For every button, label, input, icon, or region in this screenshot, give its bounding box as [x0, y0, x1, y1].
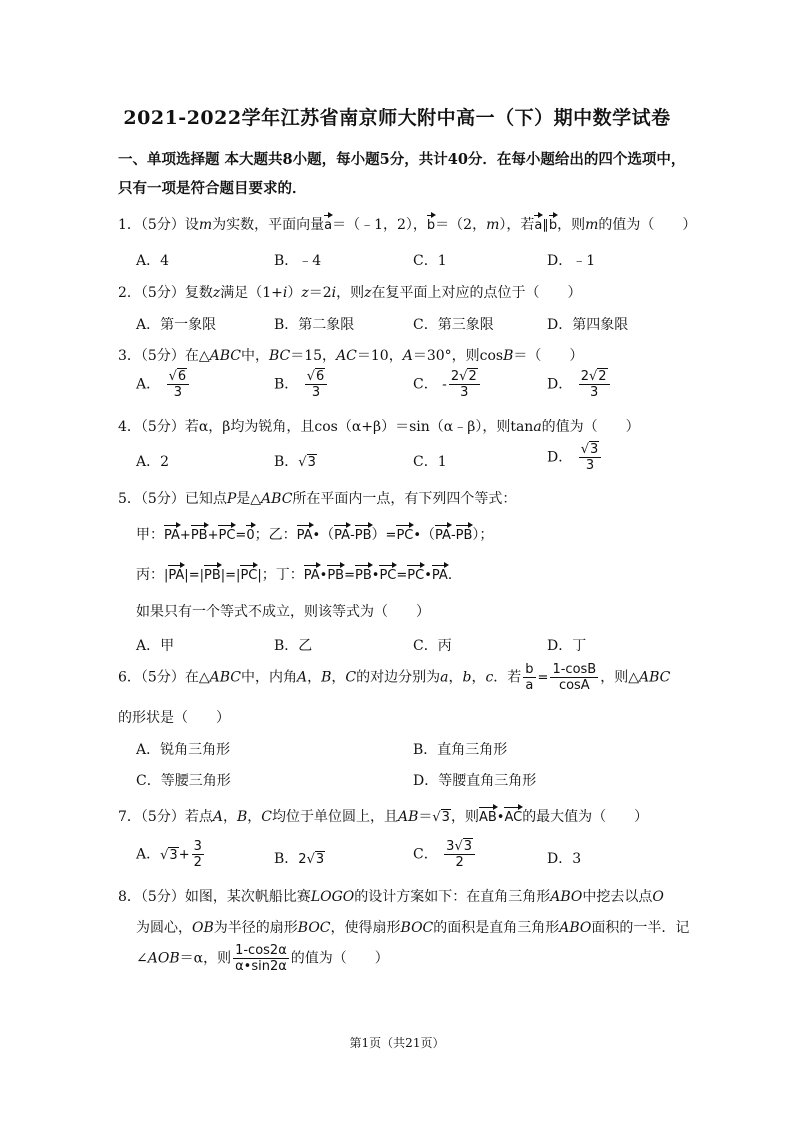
paren: （ [421, 527, 436, 543]
label-ding: ；丁： [261, 567, 304, 583]
vector-pa: PA [168, 564, 184, 583]
q4-text: 的值为（ ） [541, 419, 640, 435]
q6-var: B [321, 669, 332, 686]
q6-option-a: A．锐角三角形 [136, 742, 231, 758]
denominator: 3 [311, 385, 321, 400]
q7-option-b [274, 848, 325, 868]
numerator: 1-cos2α [235, 943, 287, 958]
q8-logo: LOGO [310, 889, 355, 905]
q8-text: 为半径的扇形 [213, 920, 298, 936]
option-letter: B． [274, 376, 299, 393]
denominator: 3 [585, 458, 595, 473]
q2-text: ，则 [336, 285, 365, 301]
q1-text: ，则 [557, 217, 586, 233]
radicand: 3 [307, 455, 316, 470]
sqrt: √6 [306, 369, 325, 384]
sqrt: √2 [459, 369, 477, 384]
minus-sign: - [442, 377, 447, 393]
q8-side: OB [192, 920, 214, 936]
op: - [450, 528, 456, 543]
option-letter: A． [136, 376, 161, 393]
q3-option-d [547, 369, 612, 400]
question-7 [118, 806, 648, 826]
q6-triangle: ABC [209, 669, 241, 686]
q3-text: 中， [240, 348, 269, 364]
question-1 [118, 214, 696, 234]
sqrt: √3 [454, 839, 473, 854]
fraction [523, 662, 535, 693]
sqrt: √3 [580, 442, 599, 457]
q2-var-z: z [364, 285, 372, 301]
q7-option-a [136, 839, 206, 870]
question-6 [118, 662, 670, 693]
vector-pb: PB [355, 524, 372, 543]
vector-pb: PB [456, 524, 473, 543]
q8-text: 的面积是直角三角形 [433, 920, 560, 936]
vector-pb: PB [204, 564, 221, 583]
sqrt: √3 [160, 847, 178, 863]
punct: ， [222, 809, 237, 825]
coefficient: 3 [446, 839, 455, 854]
op: = [344, 568, 355, 583]
numerator: 3 [193, 839, 202, 854]
vector-pc: PC [407, 564, 424, 583]
parallel-symbol: ∥ [542, 218, 549, 233]
vector-a: a [324, 214, 332, 233]
denominator: 3 [460, 385, 469, 400]
q7-var: A [212, 809, 223, 825]
q5-question: 如果只有一个等式不成立，则该等式为（ ） [136, 604, 430, 620]
abs-bar: | [257, 568, 262, 583]
q8-sector: BOC [400, 920, 434, 936]
op: + [207, 528, 219, 543]
paren: ） [371, 527, 386, 543]
q3-triangle: ABC [209, 348, 241, 364]
q3-angle-b: B [503, 348, 514, 364]
q7-text: ，则 [450, 809, 479, 825]
q3-text: ＝10， [356, 348, 403, 364]
radicand: 2 [598, 369, 607, 384]
q1-text: ＝（2， [435, 217, 487, 233]
q5-option-b: B．乙 [274, 638, 313, 654]
q5-option-d: D．丁 [547, 638, 587, 654]
vector-ac: AC [504, 806, 522, 825]
paren: （ [320, 527, 335, 543]
q1-text: ），若 [499, 217, 535, 233]
op: = [396, 568, 408, 583]
q3-option-c [413, 369, 482, 400]
q8-angle: AOB [147, 950, 180, 967]
q8-text: 的值为（ ） [290, 950, 389, 967]
vector-b: b [549, 214, 557, 233]
vector-pb: PB [191, 524, 208, 543]
radicand: 3 [315, 852, 325, 867]
question-4 [118, 416, 640, 436]
q3-text: ＝（ ） [513, 348, 584, 364]
vector-zero: 0 [246, 524, 254, 543]
q1-option-c: C．1 [413, 253, 447, 269]
question-2 [118, 282, 582, 302]
denominator: 3 [589, 385, 599, 400]
q4-text: 4．（5分）若α，β均为锐角，且cos（α+β）＝sin（α﹣β），则tan [118, 419, 534, 435]
q3-text: ＝30°，则cos [412, 348, 504, 364]
punct: ， [471, 669, 486, 686]
q2-text: 满足（1+ [220, 285, 283, 301]
q2-option-a: A．第一象限 [136, 317, 217, 333]
op: = [188, 568, 200, 583]
paren: ） [472, 527, 480, 543]
q8-text: 面积的一半．记 [591, 920, 690, 936]
question-5 [118, 488, 516, 508]
q5-number: 5．（5分）已知点 [118, 491, 227, 507]
op: • [319, 568, 328, 583]
vector-pa: PA [164, 524, 180, 543]
q4-option-d [547, 442, 603, 473]
denominator: a [525, 678, 534, 693]
q8-sector: BOC [297, 920, 331, 936]
vector-pc: PC [396, 524, 413, 543]
option-letter: C． [413, 846, 438, 863]
q1-text: ＝（﹣1，2）， [332, 217, 427, 233]
q8-text: 中挖去以点 [582, 889, 653, 905]
angle-symbol: ∠ [136, 950, 148, 967]
q4-option-b [274, 451, 317, 471]
q6-text: ．若 [493, 669, 522, 686]
q5-triangle: ABC [261, 491, 293, 507]
q3-text: ＝15， [290, 348, 337, 364]
vector-pb: PB [327, 564, 344, 583]
op: = [385, 528, 397, 543]
radicand: 3 [441, 810, 450, 825]
option-letter: C． [413, 376, 438, 393]
q1-var-m: m [585, 217, 599, 233]
vector-pa: PA [297, 524, 313, 543]
q5-point-p: P [226, 491, 237, 507]
q5-equation-jia-yi [136, 524, 493, 544]
op: • [424, 568, 432, 583]
denominator: 2 [455, 855, 464, 870]
q5-option-c: C．丙 [413, 638, 452, 654]
q8-line3 [136, 943, 389, 974]
label-yi: ；乙： [254, 527, 297, 543]
fraction [192, 839, 204, 870]
fraction [233, 943, 289, 974]
op: + [179, 528, 191, 543]
q2-text: ＝2 [308, 285, 332, 301]
q1-option-b: B．﹣4 [274, 253, 322, 269]
q3-option-a [136, 369, 191, 400]
abs-bar: | [220, 568, 226, 583]
q7-side: AB [397, 809, 419, 825]
q2-var-i: i [282, 285, 288, 301]
denominator: 2 [193, 855, 202, 870]
label-jia: 甲： [136, 527, 164, 543]
question-3 [118, 345, 583, 365]
fraction [449, 369, 480, 400]
page-title: 2021-2022学年江苏省南京师大附中高一（下）期中数学试卷 [123, 107, 671, 129]
option-letter: D． [547, 376, 573, 393]
abs-bar: | [184, 568, 189, 583]
q2-var-z: z [212, 285, 221, 301]
q8-text: 为圆心， [136, 920, 192, 936]
op: - [350, 528, 355, 543]
q6-var: c [485, 669, 494, 686]
vector-pc: PC [240, 564, 257, 583]
q5-text: 所在平面内一点，有下列四个等式： [292, 491, 517, 507]
q7-var: B [236, 809, 248, 825]
op: • [371, 568, 380, 583]
q6-option-d: D．等腰直角三角形 [413, 773, 537, 789]
vector-pa: PA [334, 524, 350, 543]
q1-text: 为实数，平面向量 [212, 217, 325, 233]
denominator: cosA [558, 678, 590, 693]
vector-b: b [427, 214, 435, 233]
q6-text: 中，内角 [240, 669, 297, 686]
q1-text: 的值为（ ） [598, 217, 697, 233]
option-letter: A． [136, 846, 161, 863]
fraction [579, 369, 610, 400]
question-8 [118, 886, 664, 906]
q7-option-c [413, 839, 477, 870]
punct: ； [479, 527, 494, 543]
q4-var-a: a [533, 419, 542, 435]
label-bing: 丙： [136, 567, 164, 583]
q2-number: 2．（5分）复数 [118, 285, 213, 301]
sqrt: √3 [432, 810, 450, 825]
q2-option-d: D．第四象限 [547, 317, 629, 333]
op: = [225, 568, 237, 583]
q8-line2 [136, 917, 689, 937]
q6-text: 的对边分别为 [356, 669, 441, 686]
q4-option-c: C．1 [413, 454, 447, 470]
sqrt: √2 [588, 369, 607, 384]
punct: ， [448, 669, 463, 686]
q3-angle-a: A [402, 348, 413, 364]
q7-option-d: D．3 [547, 851, 582, 867]
q6-triangle: ABC [639, 669, 671, 686]
q1-var-m: m [198, 217, 213, 233]
radicand: 2 [468, 369, 477, 384]
q6-var: C [345, 669, 357, 686]
option-letter: B． [274, 851, 299, 867]
section-heading-line1: 一、单项选择题 本大题共8小题，每小题5分，共计40分．在每小题给出的四个选项中， [118, 151, 686, 168]
q8-text: ，使得扇形 [330, 920, 401, 936]
vector-pb: PB [355, 564, 372, 583]
fraction [305, 369, 328, 400]
q6-number: 6．（5分）在△ [118, 669, 210, 686]
q8-point: O [652, 889, 664, 905]
vector-pc: PC [379, 564, 396, 583]
q8-triangle: ABO [559, 920, 592, 936]
coefficient: 2 [450, 369, 460, 384]
fraction [444, 839, 475, 870]
q6-var: b [462, 669, 472, 686]
q7-number: 7．（5分）若点 [118, 809, 213, 825]
abs-bar: | [236, 568, 241, 583]
q8-text: 的设计方案如下：在直角三角形 [354, 889, 551, 905]
punct: ， [331, 669, 346, 686]
option-letter: B． [274, 454, 299, 470]
q3-number: 3．（5分）在△ [118, 348, 210, 364]
denominator: α•sin2α [235, 959, 287, 974]
q8-text: ＝α，则 [179, 950, 232, 967]
q5-equation-bing-ding [136, 564, 452, 584]
fraction [579, 442, 602, 473]
q7-text: ＝ [418, 809, 433, 825]
q1-option-d: D．﹣1 [547, 253, 596, 269]
q6-var: A [296, 669, 308, 686]
coefficient: 2 [298, 852, 307, 867]
op: = [235, 528, 247, 543]
numerator: b [525, 662, 534, 677]
q3-side-bc: BC [268, 348, 291, 364]
q1-option-a: A．4 [136, 253, 170, 269]
q2-text: ） [287, 285, 302, 301]
radicand: 6 [316, 369, 325, 384]
vector-ab: AB [479, 806, 497, 825]
vector-pa: PA [432, 564, 448, 583]
q2-option-b: B．第二象限 [274, 317, 355, 333]
q4-option-a: A．2 [136, 454, 170, 470]
section-heading-line2: 只有一项是符合题目要求的． [118, 180, 307, 197]
q7-text: 的最大值为（ ） [522, 809, 649, 825]
fraction [167, 369, 190, 400]
coefficient: 2 [580, 369, 589, 384]
abs-bar: | [164, 568, 169, 583]
q5-text: 是△ [236, 491, 262, 507]
op: + [178, 847, 190, 863]
q6-option-b: B．直角三角形 [413, 742, 508, 758]
q1-var-m: m [486, 217, 500, 233]
sqrt: √3 [298, 455, 316, 470]
radicand: 3 [169, 847, 178, 863]
q8-triangle: ABO [550, 889, 583, 905]
q1-number: 1．（5分）设 [118, 217, 199, 233]
abs-bar: | [199, 568, 204, 583]
q2-option-c: C．第三象限 [413, 317, 494, 333]
q2-var-i: i [331, 285, 337, 301]
q5-option-a: A．甲 [136, 638, 175, 654]
op: • [312, 528, 321, 543]
sqrt: √3 [306, 852, 325, 867]
q7-text: 均位于单位圆上，且 [271, 809, 398, 825]
denominator: 3 [173, 385, 182, 400]
q7-var: C [261, 809, 272, 825]
vector-a: a [534, 214, 542, 233]
option-letter: D． [547, 449, 573, 466]
q2-var-z: z [301, 285, 309, 301]
vector-pc: PC [218, 524, 235, 543]
numerator: 1-cosB [552, 662, 597, 677]
op: • [413, 528, 422, 543]
q3-side-ac: AC [336, 348, 357, 364]
q2-text: 在复平面上对应的点位于（ ） [371, 285, 582, 301]
radicand: 6 [177, 369, 187, 384]
q6-text: ，则△ [600, 669, 639, 686]
op: = [537, 670, 549, 686]
q6-option-c: C．等腰三角形 [136, 773, 231, 789]
radicand: 3 [463, 839, 473, 854]
punct: ， [247, 809, 262, 825]
q8-number: 8．（5分）如图，某次帆船比赛 [118, 889, 311, 905]
op: • [496, 810, 505, 825]
punct: . [447, 567, 453, 583]
vector-pa: PA [304, 564, 320, 583]
fraction [550, 662, 598, 693]
q6-line2: 的形状是（ ） [118, 710, 230, 726]
vector-pa: PA [435, 524, 451, 543]
sqrt: √6 [168, 369, 187, 384]
q3-option-b [274, 369, 329, 400]
punct: ， [307, 669, 322, 686]
q6-var: a [440, 669, 449, 686]
page-footer: 第1页（共21页） [349, 1036, 445, 1050]
radicand: 3 [589, 442, 599, 457]
